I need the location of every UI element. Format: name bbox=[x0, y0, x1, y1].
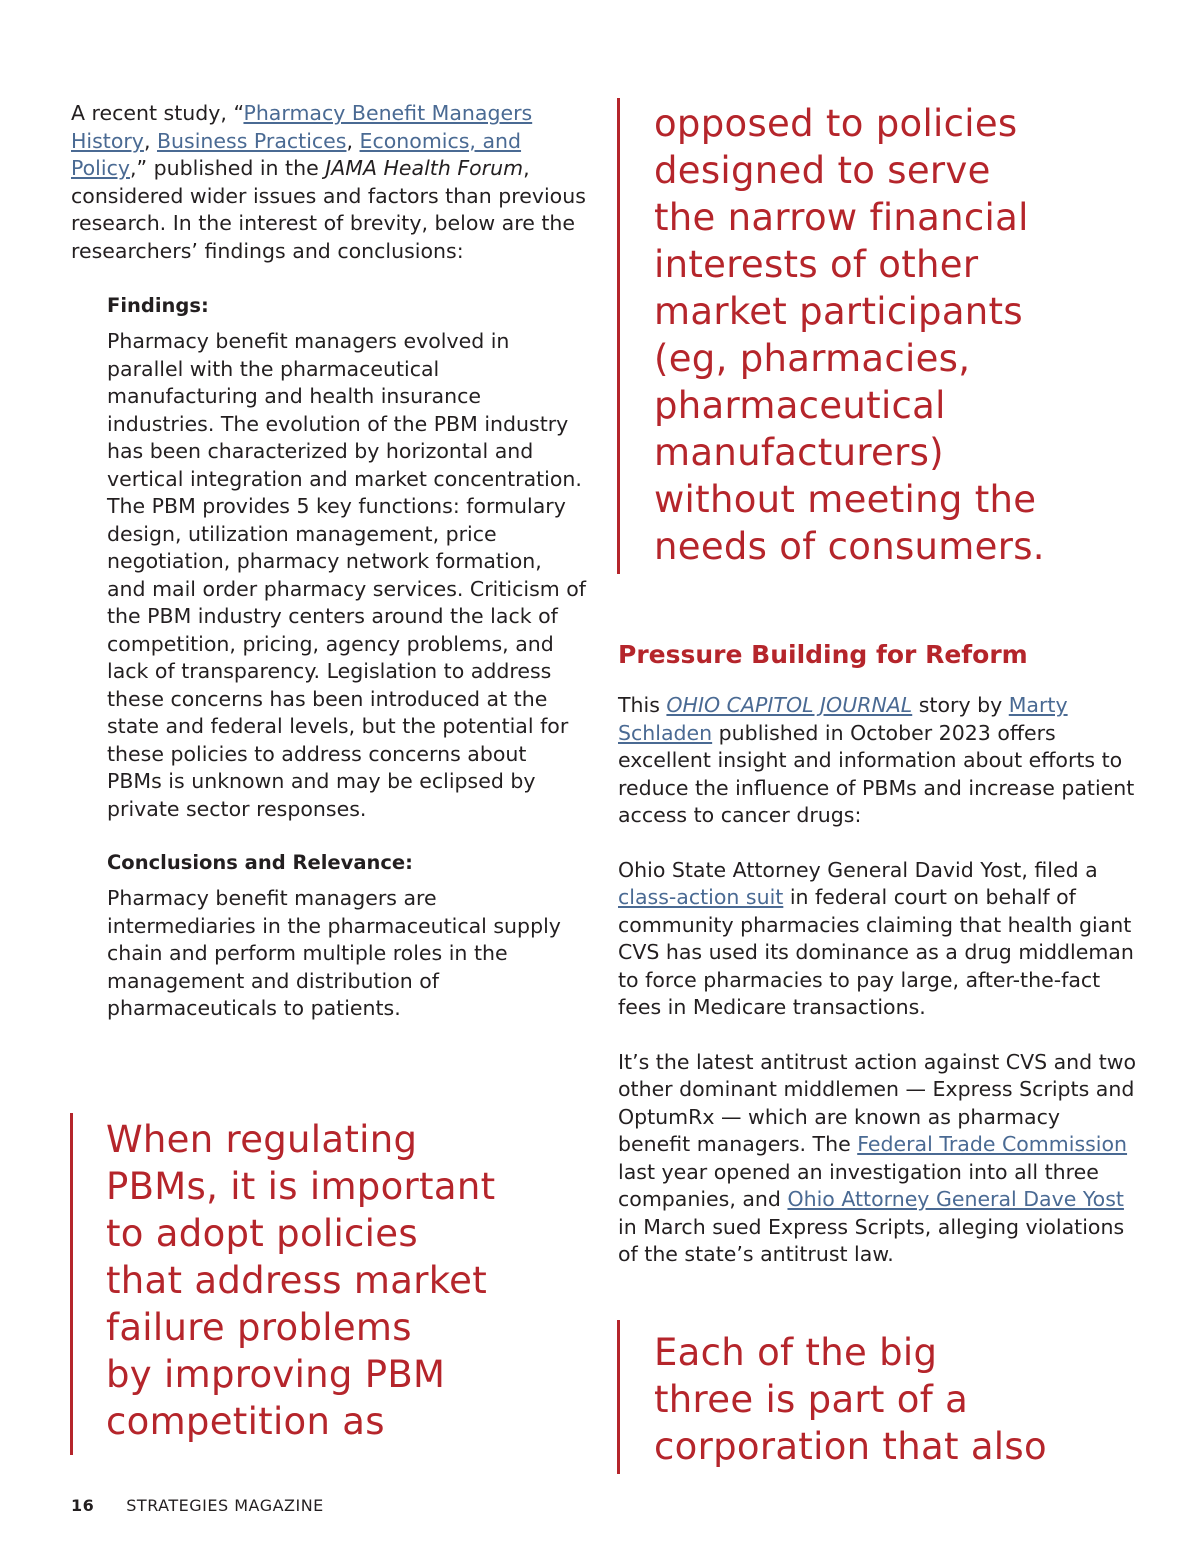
study-link-business-practices[interactable]: Business Practices bbox=[156, 128, 347, 153]
pullquote-line: the narrow financial bbox=[654, 196, 1029, 239]
pullquote-line: PBMs, it is important bbox=[106, 1165, 496, 1208]
body-text: last year opened an investigation into all three companies, and bbox=[618, 1159, 1099, 1211]
pullquote-line: failure problems bbox=[106, 1306, 412, 1349]
intro-text: ,” published in the bbox=[129, 156, 326, 180]
journal-name: JAMA Health Forum bbox=[325, 156, 524, 180]
findings-text: Pharmacy benefit managers evolved in parallel with the pharmaceutical manufacturing and health insurance industries. The evolution of the PBM industry has been characterized by horizontal and vertical integration and market concentration. The PBM provides 5 key functions: formulary design, utilization management, price negotiation, pharmacy network formation, and mail order pharmacy services. Criticism of the PBM industry centers around the lack of competition, pricing, agency problems, and lack of transparency. Legislation to address these concerns has been introduced at the state and federal levels, but the potential for these policies to address concerns about PBMs is unknown and may be eclipsed by private sector responses. bbox=[107, 329, 586, 821]
pullquote-line: opposed to policies bbox=[654, 102, 1018, 145]
pullquote-line: pharmaceutical bbox=[654, 384, 946, 427]
study-link-economics-policy[interactable]: Economics, and Policy bbox=[71, 128, 522, 180]
pullquote-line: three is part of a bbox=[654, 1378, 969, 1421]
pullquote-line: corporation that also bbox=[654, 1425, 1047, 1468]
intro-text: A recent study, “ bbox=[71, 101, 244, 125]
antitrust-paragraph bbox=[618, 1049, 1138, 1269]
pullquote-right-bottom bbox=[617, 1320, 1147, 1474]
intro-paragraph bbox=[71, 100, 586, 265]
pullquote-line: to adopt policies bbox=[106, 1212, 418, 1255]
lawsuit-paragraph bbox=[618, 857, 1138, 1022]
body-text: published in October 2023 offers excellent insight and information about efforts to reduce the influence of PBMs and increase patient access to cancer drugs: bbox=[618, 720, 1135, 827]
ohio-capitol-journal-link[interactable]: OHIO CAPITOL JOURNAL bbox=[666, 693, 913, 717]
pullquote-line: without meeting the bbox=[654, 478, 1037, 521]
section-heading: Pressure Building for Reform bbox=[618, 640, 1028, 669]
reform-section bbox=[618, 639, 1138, 1269]
intro-text: , bbox=[143, 128, 157, 153]
pullquote-line: by improving PBM bbox=[106, 1353, 446, 1396]
pullquote-line: When regulating bbox=[106, 1118, 418, 1161]
pullquote-line: that address market bbox=[106, 1259, 488, 1302]
pullquote-line: manufacturers) bbox=[654, 431, 944, 474]
pullquote-line: designed to serve bbox=[654, 149, 991, 192]
ftc-link[interactable]: Federal Trade Commission bbox=[857, 1132, 1128, 1156]
page-footer bbox=[71, 1496, 324, 1515]
pullquote-line: competition as bbox=[106, 1400, 385, 1443]
author-link[interactable]: Marty Schladen bbox=[618, 693, 1068, 745]
left-column bbox=[71, 100, 586, 1023]
body-text: It’s the latest antitrust action against CVS and two other dominant middlemen — Express Scripts and OptumRx — which are known as pharmacy benefit managers. The bbox=[618, 1049, 1137, 1156]
journal-paragraph bbox=[618, 692, 1138, 830]
publication-name: STRATEGIES MAGAZINE bbox=[126, 1496, 324, 1515]
pullquote-line: market participants bbox=[654, 290, 1023, 333]
pullquote-line: interests of other bbox=[654, 243, 979, 286]
body-text: in federal court on behalf of community pharmacies claiming that health giant CVS has used its dominance as a drug middleman to force pharmacies to pay large, after-the-fact fees in Medicare transactions. bbox=[618, 885, 1134, 1019]
findings-heading: Findings: bbox=[107, 294, 209, 317]
body-text: This bbox=[618, 693, 667, 717]
ohio-ag-link[interactable]: Ohio Attorney General Dave Yost bbox=[787, 1187, 1124, 1211]
pullquote-left bbox=[70, 1113, 540, 1455]
page-number: 16 bbox=[71, 1496, 95, 1515]
conclusions-heading: Conclusions and Relevance: bbox=[107, 851, 413, 874]
body-text: in March sued Express Scripts, alleging violations of the state’s antitrust law. bbox=[618, 1214, 1125, 1266]
intro-text: , bbox=[346, 128, 360, 153]
intro-text: , considered wider issues and factors than previous research. In the interest of brevity, below are the researchers’ findings and conclusions: bbox=[71, 156, 586, 263]
pullquote-line: needs of consumers. bbox=[654, 525, 1045, 568]
body-text: story by bbox=[912, 693, 1009, 717]
study-abstract bbox=[107, 292, 586, 1023]
conclusions-text: Pharmacy benefit managers are intermediaries in the pharmaceutical supply chain and perform multiple roles in the management and distribution of pharmaceuticals to patients. bbox=[107, 886, 561, 1020]
class-action-suit-link[interactable]: class-action suit bbox=[618, 885, 784, 909]
pullquote-right-top bbox=[617, 98, 1147, 574]
body-text: Ohio State Attorney General David Yost, filed a bbox=[618, 857, 1098, 882]
pullquote-line: Each of the big bbox=[654, 1331, 938, 1374]
study-link-history[interactable]: Pharmacy Benefit Managers History bbox=[71, 101, 533, 153]
pullquote-line: (eg, pharmacies, bbox=[654, 337, 971, 380]
